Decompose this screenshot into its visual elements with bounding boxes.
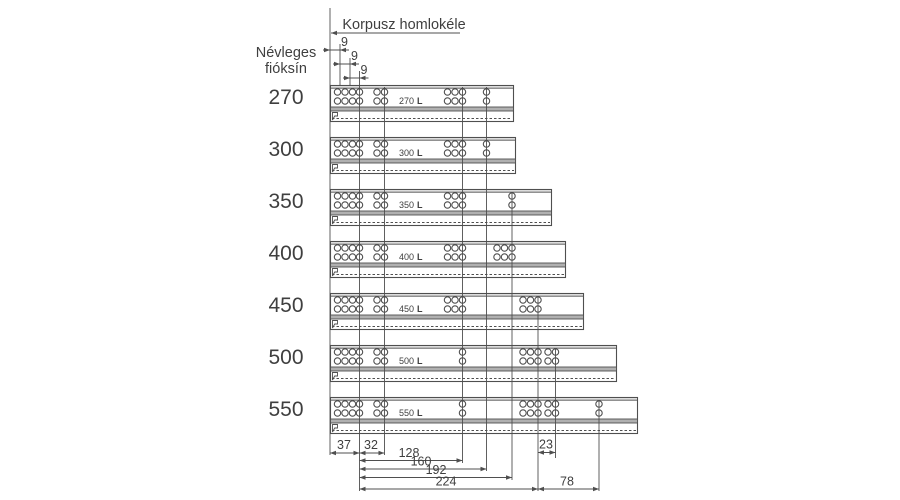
mounting-hole [342, 358, 348, 364]
mounting-hole [452, 98, 458, 104]
slide-profile-band [331, 315, 584, 319]
mounting-hole [452, 89, 458, 95]
mounting-hole [452, 141, 458, 147]
mounting-hole [342, 141, 348, 147]
mounting-hole [494, 254, 500, 260]
mounting-hole [349, 89, 355, 95]
carcass-front-edge-label: Korpusz homlokéle [342, 17, 466, 33]
mounting-hole [520, 358, 526, 364]
slide-length-marking: 270 [398, 96, 414, 106]
mounting-hole [501, 245, 507, 251]
slide-length-suffix: L [417, 252, 423, 262]
mounting-hole [349, 297, 355, 303]
mounting-hole [452, 193, 458, 199]
mounting-hole [444, 297, 450, 303]
mounting-hole [342, 245, 348, 251]
mounting-hole [349, 245, 355, 251]
mounting-hole [527, 297, 533, 303]
slide-profile-band [331, 263, 566, 267]
slide-profile-band [331, 159, 516, 163]
slide-row-400 [268, 242, 565, 278]
mounting-hole [334, 150, 340, 156]
nominal-length-label: 400 [268, 242, 304, 265]
mounting-hole [334, 306, 340, 312]
mounting-hole [444, 141, 450, 147]
dimension-arrowhead [334, 62, 340, 66]
mounting-hole [452, 254, 458, 260]
mounting-hole [494, 245, 500, 251]
mounting-hole [520, 410, 526, 416]
slide-body [331, 346, 617, 382]
mounting-hole [452, 297, 458, 303]
mounting-hole [349, 150, 355, 156]
side-title-line2: fióksín [265, 61, 307, 77]
slide-length-suffix: L [417, 148, 423, 158]
mounting-hole [374, 401, 380, 407]
mounting-hole [527, 306, 533, 312]
dimension-arrowhead [354, 451, 360, 455]
slide-length-suffix: L [417, 408, 423, 418]
dimension-value: 32 [364, 438, 378, 452]
slide-length-suffix: L [417, 96, 423, 106]
mounting-hole [342, 306, 348, 312]
dimension-23 [538, 438, 556, 455]
mounting-hole [334, 89, 340, 95]
mounting-hole [545, 410, 551, 416]
mounting-hole [334, 98, 340, 104]
slide-profile-band [331, 419, 638, 423]
dimension-value: 192 [425, 463, 447, 477]
mounting-hole [349, 98, 355, 104]
dimension-value: 9 [360, 63, 368, 77]
mounting-hole [349, 401, 355, 407]
slide-row-450 [268, 294, 583, 330]
mounting-hole [520, 297, 526, 303]
mounting-hole [374, 358, 380, 364]
mounting-hole [374, 306, 380, 312]
mounting-hole [342, 150, 348, 156]
mounting-hole [527, 410, 533, 416]
mounting-hole [444, 245, 450, 251]
mounting-hole [334, 193, 340, 199]
mounting-hole [520, 306, 526, 312]
mounting-hole [342, 401, 348, 407]
slide-row-270 [268, 86, 513, 122]
mounting-hole [444, 202, 450, 208]
dimension-value: 23 [539, 437, 553, 452]
mounting-hole [374, 254, 380, 260]
mounting-hole [349, 141, 355, 147]
slide-profile-band [331, 211, 552, 215]
dimension-arrowhead [360, 475, 366, 479]
dimension-78 [538, 475, 599, 492]
mounting-hole [374, 349, 380, 355]
dimension-224 [360, 475, 539, 492]
mounting-hole [342, 254, 348, 260]
mounting-hole [452, 245, 458, 251]
dimension-value: 9 [341, 35, 348, 49]
slide-row-350 [268, 190, 551, 226]
nominal-length-label: 300 [268, 138, 304, 161]
mounting-hole [452, 306, 458, 312]
mounting-hole [374, 193, 380, 199]
slide-rows-layer [268, 86, 637, 434]
dimension-32 [360, 438, 385, 455]
mounting-hole [342, 410, 348, 416]
nominal-length-label: 270 [268, 86, 304, 109]
dimension-arrowhead [324, 48, 330, 52]
dimension-value: 160 [410, 454, 432, 469]
nominal-length-label: 450 [268, 294, 304, 317]
mounting-hole [444, 193, 450, 199]
mounting-hole [342, 297, 348, 303]
dimension-arrowhead [481, 467, 487, 471]
slide-length-suffix: L [417, 356, 423, 366]
mounting-hole [334, 202, 340, 208]
mounting-hole [342, 98, 348, 104]
mounting-hole [349, 193, 355, 199]
mounting-hole [452, 150, 458, 156]
nominal-length-label: 350 [268, 190, 304, 213]
mounting-hole [349, 349, 355, 355]
mounting-hole [527, 358, 533, 364]
mounting-hole [374, 297, 380, 303]
mounting-hole [545, 349, 551, 355]
slide-length-marking: 500 [398, 356, 414, 366]
mounting-hole [374, 245, 380, 251]
dimension-value: 9 [351, 49, 358, 63]
mounting-hole [374, 141, 380, 147]
mounting-hole [452, 202, 458, 208]
nominal-length-label: 550 [268, 398, 304, 421]
dimension-9 [323, 35, 349, 52]
mounting-hole [349, 358, 355, 364]
dimension-arrowhead [593, 487, 599, 491]
mounting-hole [342, 202, 348, 208]
mounting-hole [349, 306, 355, 312]
dimension-arrowhead [360, 487, 366, 491]
mounting-hole [520, 401, 526, 407]
dimension-value: 78 [560, 474, 574, 489]
mounting-hole [349, 410, 355, 416]
dimension-arrowhead [457, 458, 463, 462]
slide-length-suffix: L [417, 200, 423, 210]
mounting-hole [444, 306, 450, 312]
dimension-arrowhead [506, 475, 512, 479]
mounting-hole [349, 202, 355, 208]
slide-length-suffix: L [417, 304, 423, 314]
slide-length-marking: 350 [398, 200, 414, 210]
mounting-hole [334, 245, 340, 251]
slide-row-550 [268, 398, 637, 434]
slide-body [331, 190, 552, 226]
mounting-hole [444, 150, 450, 156]
mounting-hole [527, 349, 533, 355]
mounting-hole [374, 410, 380, 416]
slide-length-marking: 300 [398, 148, 414, 158]
dimension-160 [360, 455, 487, 472]
dimension-arrowhead [330, 451, 336, 455]
mounting-hole [527, 401, 533, 407]
dimension-arrowhead [344, 76, 350, 80]
mounting-hole [334, 141, 340, 147]
mounting-hole [444, 254, 450, 260]
slide-profile-band [331, 367, 617, 371]
slide-row-300 [268, 138, 515, 174]
mounting-hole [444, 89, 450, 95]
dimension-value: 37 [337, 438, 351, 452]
mounting-hole [374, 89, 380, 95]
mounting-hole [374, 202, 380, 208]
dimension-arrowhead [379, 451, 385, 455]
dimension-value: 128 [398, 446, 420, 460]
mounting-hole [334, 401, 340, 407]
mounting-hole [501, 254, 507, 260]
mounting-hole [349, 254, 355, 260]
dimension-arrowhead [360, 458, 366, 462]
carcass-edge-pointer-arrowhead [331, 31, 337, 35]
slide-row-500 [268, 346, 616, 382]
slide-length-marking: 400 [398, 252, 414, 262]
nominal-length-label: 500 [268, 346, 304, 369]
mounting-hole [342, 193, 348, 199]
mounting-hole [545, 358, 551, 364]
side-title-line1: Névleges [255, 45, 317, 61]
mounting-hole [444, 98, 450, 104]
mounting-hole [334, 349, 340, 355]
mounting-hole [342, 89, 348, 95]
mounting-hole [342, 349, 348, 355]
mounting-hole [334, 254, 340, 260]
mounting-hole [520, 349, 526, 355]
mounting-hole [545, 401, 551, 407]
slide-length-marking: 550 [398, 408, 414, 418]
mounting-hole [374, 98, 380, 104]
slide-length-marking: 450 [398, 304, 414, 314]
dimension-37 [330, 438, 360, 455]
dimension-arrowhead [538, 487, 544, 491]
mounting-hole [334, 297, 340, 303]
dimension-arrowhead [532, 487, 538, 491]
mounting-hole [374, 150, 380, 156]
mounting-hole [334, 410, 340, 416]
mounting-hole [334, 358, 340, 364]
dimension-arrowhead [360, 467, 366, 471]
dimension-value: 224 [435, 474, 457, 489]
